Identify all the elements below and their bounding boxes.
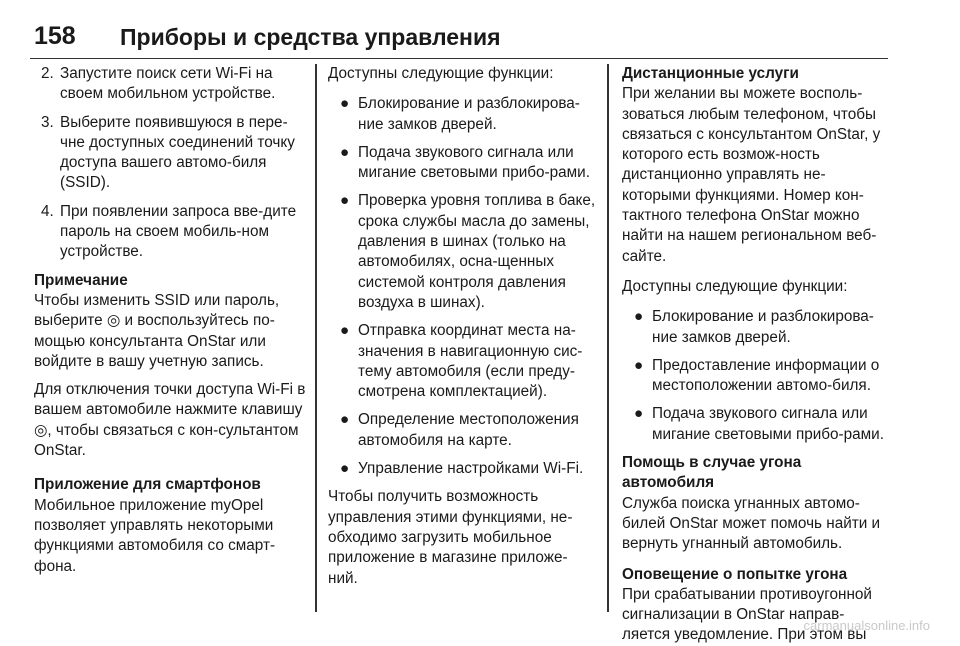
step-text: При появлении запроса вве-дите пароль на своем мобиль-ном устройстве. [60, 202, 297, 261]
feature-list [328, 94, 596, 479]
list-item-text: Подача звукового сигнала или мигание световыми прибо-рами. [652, 405, 884, 443]
step-text: Выберите появившуюся в пере-чне доступных соединений точку доступа вашего автомо-биля (SSID). [60, 113, 295, 192]
bullet-icon: ● [340, 192, 350, 210]
features-intro: Доступны следующие функции: [328, 65, 554, 82]
list-item-text: Определение местоположения автомобиля на карте. [358, 411, 579, 449]
list-item-text: Управление настройками Wi-Fi. [358, 460, 584, 478]
step-item [34, 113, 308, 194]
paragraph-alarm: При срабатывании противоугонной сигнализации в OnStar направ-ляется уведомление. При этом вы [622, 585, 872, 644]
features-intro: Доступны следующие функции: [622, 277, 848, 295]
step-text: Запустите поиск сети Wi-Fi на своем мобильном устройстве. [60, 65, 276, 103]
page-title: Приборы и средства управления [120, 24, 501, 50]
list-item [328, 94, 596, 135]
step-item [34, 202, 308, 263]
list-item [328, 321, 596, 402]
step-item [34, 64, 308, 105]
column-middle [328, 64, 596, 589]
column-divider [607, 64, 609, 612]
section-heading-remote: Дистанционные услуги [622, 65, 799, 82]
list-item-text: Блокирование и разблокирова-ние замков дверей. [652, 308, 874, 346]
features-outro: Чтобы получить возможность управления этими функциями, не-обходимо загрузить мобильное приложение в магазине приложе-ний. [328, 488, 573, 587]
feature-list [622, 307, 890, 445]
step-number: 2. [41, 65, 54, 82]
note-block [34, 271, 308, 372]
list-item [328, 410, 596, 451]
column-right [622, 64, 890, 646]
bullet-icon: ● [340, 322, 350, 340]
bullet-icon: ● [634, 356, 644, 374]
bullet-icon: ● [340, 143, 350, 161]
bullet-icon: ● [634, 405, 644, 423]
list-item-text: Блокирование и разблокирова-ние замков дверей. [358, 95, 580, 133]
list-item [328, 459, 596, 479]
section-heading-theft: Помощь в случае угона автомобиля [622, 454, 802, 492]
column-divider [315, 64, 317, 612]
step-number: 4. [41, 202, 54, 220]
list-item-text: Предоставление информации о местоположении автомо-биля. [652, 356, 880, 395]
bullet-icon: ● [340, 95, 350, 113]
bullet-icon: ● [634, 308, 644, 326]
list-item [622, 356, 890, 397]
paragraph-theft: Служба поиска угнанных автомо-билей OnStar может помочь найти и вернуть угнанный автомобиль. [622, 494, 881, 553]
step-number: 3. [41, 113, 54, 131]
watermark: carmanualsonline.info [803, 618, 930, 633]
section-heading-alarm: Оповещение о попытке угона [622, 565, 848, 583]
list-item [622, 404, 890, 445]
section-heading-smartphone: Приложение для смартфонов [34, 476, 261, 494]
column-left [34, 64, 308, 577]
list-item [328, 191, 596, 313]
list-item-text: Подача звукового сигнала или мигание световыми прибо-рами. [358, 143, 590, 182]
page-number: 158 [34, 22, 76, 50]
list-item-text: Проверка уровня топлива в баке, срока службы масла до замены, давления в шинах (только на автомобилях, осна-щенных системой контроля давления воздуха в шинах). [358, 192, 596, 311]
note-heading: Примечание [34, 271, 128, 289]
paragraph-remote: При желании вы можете восполь-зоваться любым телефоном, чтобы связаться с консультантом OnStar, у которого есть возмож-ность дистанционно управлять не-которыми функциями. Номер кон-тактного телефона OnStar можно найти на нашем региональном веб-сайте. [622, 85, 881, 265]
paragraph-disable-hotspot: Для отключения точки доступа Wi-Fi в вашем автомобиле нажмите клавишу ◎, чтобы связаться с кон-сультантом OnStar. [34, 381, 306, 460]
list-item [328, 143, 596, 184]
list-item-text: Отправка координат места на-значения в навигационную сис-тему автомобиля (если преду-смотрена комплектацией). [358, 322, 583, 401]
paragraph-smartphone: Мобильное приложение myOpel позволяет управлять некоторыми функциями автомобиля со смарт-фона. [34, 496, 276, 575]
bullet-icon: ● [340, 460, 350, 478]
list-item [622, 307, 890, 348]
note-text: Чтобы изменить SSID или пароль, выберите ◎ и воспользуйтесь по-мощью консультанта OnStar или войдите в вашу учетную запись. [34, 291, 280, 370]
bullet-icon: ● [340, 411, 350, 429]
page-header [30, 20, 888, 59]
